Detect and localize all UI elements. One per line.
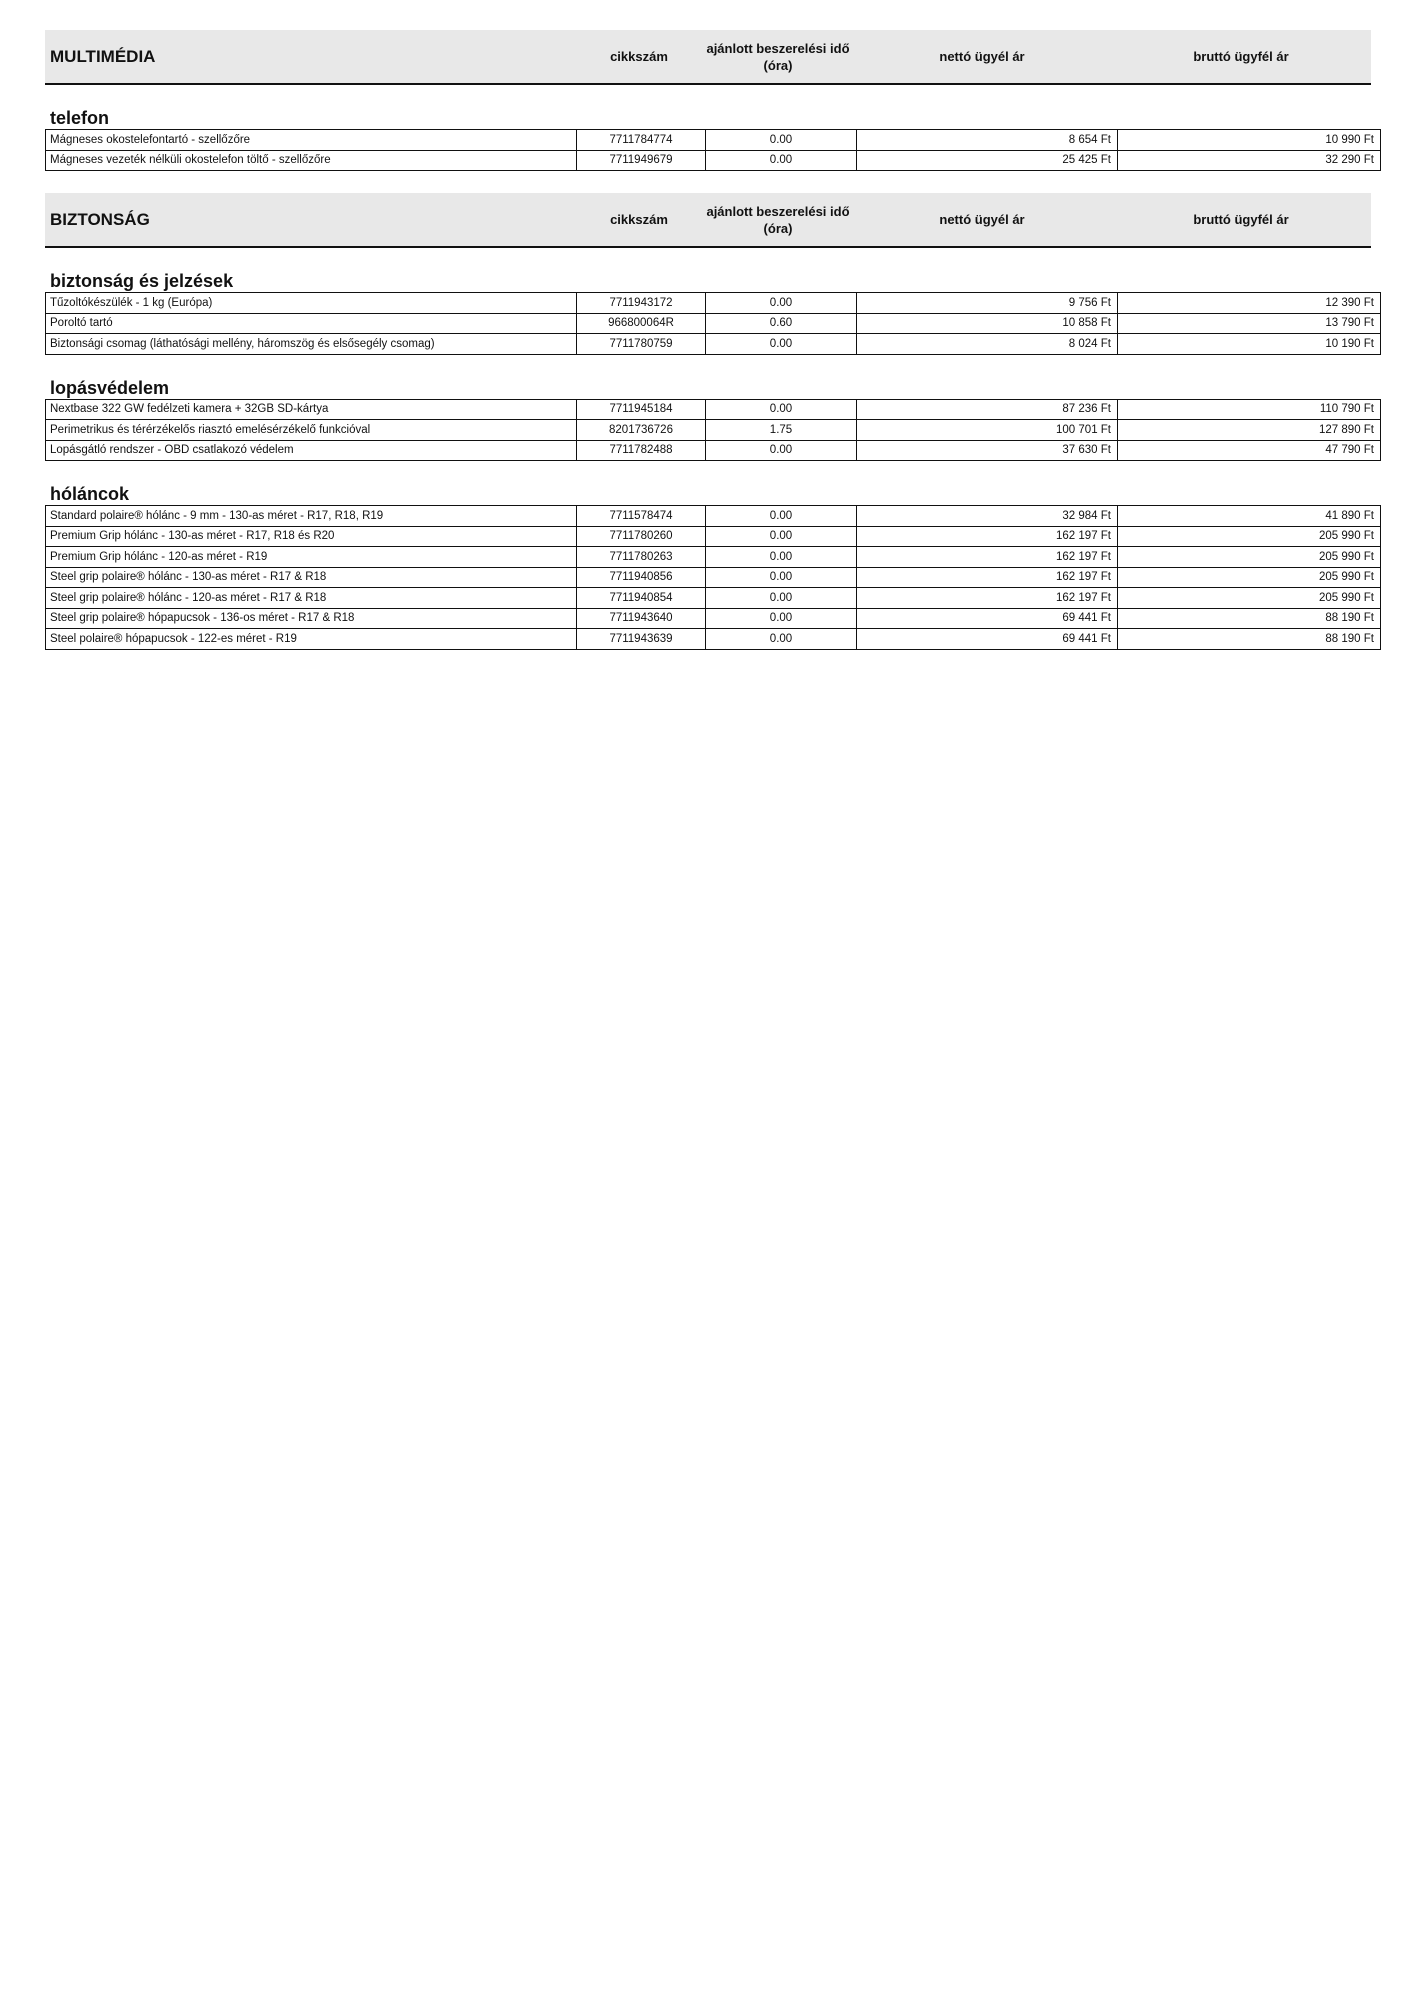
table-row <box>46 420 1381 441</box>
net-price-cell: 69 441 Ft <box>857 629 1118 650</box>
item-name-cell: Biztonsági csomag (láthatósági mellény, háromszög és elsősegély csomag) <box>46 334 577 355</box>
part-number-cell: 8201736726 <box>577 420 706 441</box>
gross-price-cell: 127 890 Ft <box>1118 420 1381 441</box>
section-0 <box>45 30 1374 171</box>
part-number-cell: 7711578474 <box>577 506 706 527</box>
gross-price-cell: 10 190 Ft <box>1118 334 1381 355</box>
table-row <box>46 629 1381 650</box>
col-header-install-time: ajánlott beszerelési idő (óra) <box>706 40 850 73</box>
table-row <box>46 334 1381 355</box>
part-number-cell: 7711780260 <box>577 526 706 547</box>
part-number-cell: 7711780263 <box>577 547 706 568</box>
col-header-net-price: nettó ügyél ár <box>939 212 1025 227</box>
table-row <box>46 506 1381 527</box>
part-number-cell: 7711782488 <box>577 440 706 461</box>
gross-price-cell: 205 990 Ft <box>1118 526 1381 547</box>
install-time-cell: 0.00 <box>706 506 857 527</box>
gross-price-cell: 47 790 Ft <box>1118 440 1381 461</box>
table-row <box>46 150 1381 171</box>
item-name-cell: Steel grip polaire® hólánc - 120-as méret - R17 & R18 <box>46 588 577 609</box>
install-time-cell: 0.00 <box>706 588 857 609</box>
item-name-cell: Steel polaire® hópapucsok - 122-es méret - R19 <box>46 629 577 650</box>
net-price-cell: 9 756 Ft <box>857 293 1118 314</box>
items-table <box>45 399 1381 462</box>
gross-price-cell: 10 990 Ft <box>1118 130 1381 151</box>
gross-price-cell: 110 790 Ft <box>1118 399 1381 420</box>
part-number-cell: 7711945184 <box>577 399 706 420</box>
part-number-cell: 7711784774 <box>577 130 706 151</box>
install-time-cell: 0.00 <box>706 130 857 151</box>
net-price-cell: 37 630 Ft <box>857 440 1118 461</box>
item-name-cell: Poroltó tartó <box>46 313 577 334</box>
item-name-cell: Steel grip polaire® hólánc - 130-as méret - R17 & R18 <box>46 567 577 588</box>
col-header-part-number: cikkszám <box>610 49 668 64</box>
part-number-cell: 7711949679 <box>577 150 706 171</box>
install-time-cell: 1.75 <box>706 420 857 441</box>
install-time-cell: 0.00 <box>706 526 857 547</box>
col-header-install-time: ajánlott beszerelési idő (óra) <box>706 203 850 236</box>
table-row <box>46 293 1381 314</box>
part-number-cell: 7711940856 <box>577 567 706 588</box>
net-price-cell: 100 701 Ft <box>857 420 1118 441</box>
table-row <box>46 567 1381 588</box>
item-name-cell: Nextbase 322 GW fedélzeti kamera + 32GB SD-kártya <box>46 399 577 420</box>
item-name-cell: Mágneses vezeték nélküli okostelefon töltő - szellőzőre <box>46 150 577 171</box>
gross-price-cell: 13 790 Ft <box>1118 313 1381 334</box>
table-row <box>46 440 1381 461</box>
part-number-cell: 7711940854 <box>577 588 706 609</box>
section-title: MULTIMÉDIA <box>50 46 156 66</box>
install-time-cell: 0.00 <box>706 440 857 461</box>
section-header <box>45 30 1371 85</box>
table-row <box>46 399 1381 420</box>
table-row <box>46 547 1381 568</box>
items-table <box>45 505 1381 650</box>
section-spacer <box>45 171 1371 193</box>
table-row <box>46 608 1381 629</box>
install-time-cell: 0.00 <box>706 547 857 568</box>
install-time-cell: 0.00 <box>706 293 857 314</box>
gross-price-cell: 205 990 Ft <box>1118 588 1381 609</box>
item-name-cell: Steel grip polaire® hópapucsok - 136-os méret - R17 & R18 <box>46 608 577 629</box>
items-table <box>45 292 1381 355</box>
group-title: lopásvédelem <box>50 377 170 398</box>
item-name-cell: Perimetrikus és térérzékelős riasztó emelésérzékelő funkcióval <box>46 420 577 441</box>
install-time-cell: 0.00 <box>706 150 857 171</box>
table-row <box>46 313 1381 334</box>
net-price-cell: 32 984 Ft <box>857 506 1118 527</box>
net-price-cell: 87 236 Ft <box>857 399 1118 420</box>
group-title: hóláncok <box>50 484 130 504</box>
item-name-cell: Tűzoltókészülék - 1 kg (Európa) <box>46 293 577 314</box>
table-row <box>46 588 1381 609</box>
gross-price-cell: 88 190 Ft <box>1118 608 1381 629</box>
gross-price-cell: 12 390 Ft <box>1118 293 1381 314</box>
section-header <box>45 193 1371 248</box>
install-time-cell: 0.00 <box>706 567 857 588</box>
item-name-cell: Premium Grip hólánc - 120-as méret - R19 <box>46 547 577 568</box>
part-number-cell: 7711943172 <box>577 293 706 314</box>
part-number-cell: 7711780759 <box>577 334 706 355</box>
group-title: biztonság és jelzések <box>50 271 234 291</box>
gross-price-cell: 32 290 Ft <box>1118 150 1381 171</box>
install-time-cell: 0.60 <box>706 313 857 334</box>
item-name-cell: Mágneses okostelefontartó - szellőzőre <box>46 130 577 151</box>
net-price-cell: 162 197 Ft <box>857 567 1118 588</box>
gross-price-cell: 88 190 Ft <box>1118 629 1381 650</box>
items-table <box>45 129 1381 171</box>
net-price-cell: 162 197 Ft <box>857 547 1118 568</box>
net-price-cell: 162 197 Ft <box>857 588 1118 609</box>
item-name-cell: Premium Grip hólánc - 130-as méret - R17, R18 és R20 <box>46 526 577 547</box>
col-header-gross-price: bruttó ügyfél ár <box>1193 49 1289 64</box>
gross-price-cell: 41 890 Ft <box>1118 506 1381 527</box>
net-price-cell: 25 425 Ft <box>857 150 1118 171</box>
gross-price-cell: 205 990 Ft <box>1118 567 1381 588</box>
col-header-part-number: cikkszám <box>610 212 668 227</box>
group-title: telefon <box>50 108 110 128</box>
install-time-cell: 0.00 <box>706 334 857 355</box>
section-title: BIZTONSÁG <box>50 209 150 229</box>
net-price-cell: 10 858 Ft <box>857 313 1118 334</box>
install-time-cell: 0.00 <box>706 608 857 629</box>
col-header-net-price: nettó ügyél ár <box>939 49 1025 64</box>
section-1 <box>45 193 1374 650</box>
part-number-cell: 7711943639 <box>577 629 706 650</box>
part-number-cell: 966800064R <box>577 313 706 334</box>
net-price-cell: 8 024 Ft <box>857 334 1118 355</box>
table-row <box>46 526 1381 547</box>
price-list-page <box>45 30 1374 650</box>
net-price-cell: 162 197 Ft <box>857 526 1118 547</box>
col-header-gross-price: bruttó ügyfél ár <box>1193 212 1289 227</box>
part-number-cell: 7711943640 <box>577 608 706 629</box>
net-price-cell: 69 441 Ft <box>857 608 1118 629</box>
net-price-cell: 8 654 Ft <box>857 130 1118 151</box>
table-row <box>46 130 1381 151</box>
gross-price-cell: 205 990 Ft <box>1118 547 1381 568</box>
install-time-cell: 0.00 <box>706 399 857 420</box>
item-name-cell: Lopásgátló rendszer - OBD csatlakozó védelem <box>46 440 577 461</box>
item-name-cell: Standard polaire® hólánc - 9 mm - 130-as méret - R17, R18, R19 <box>46 506 577 527</box>
install-time-cell: 0.00 <box>706 629 857 650</box>
